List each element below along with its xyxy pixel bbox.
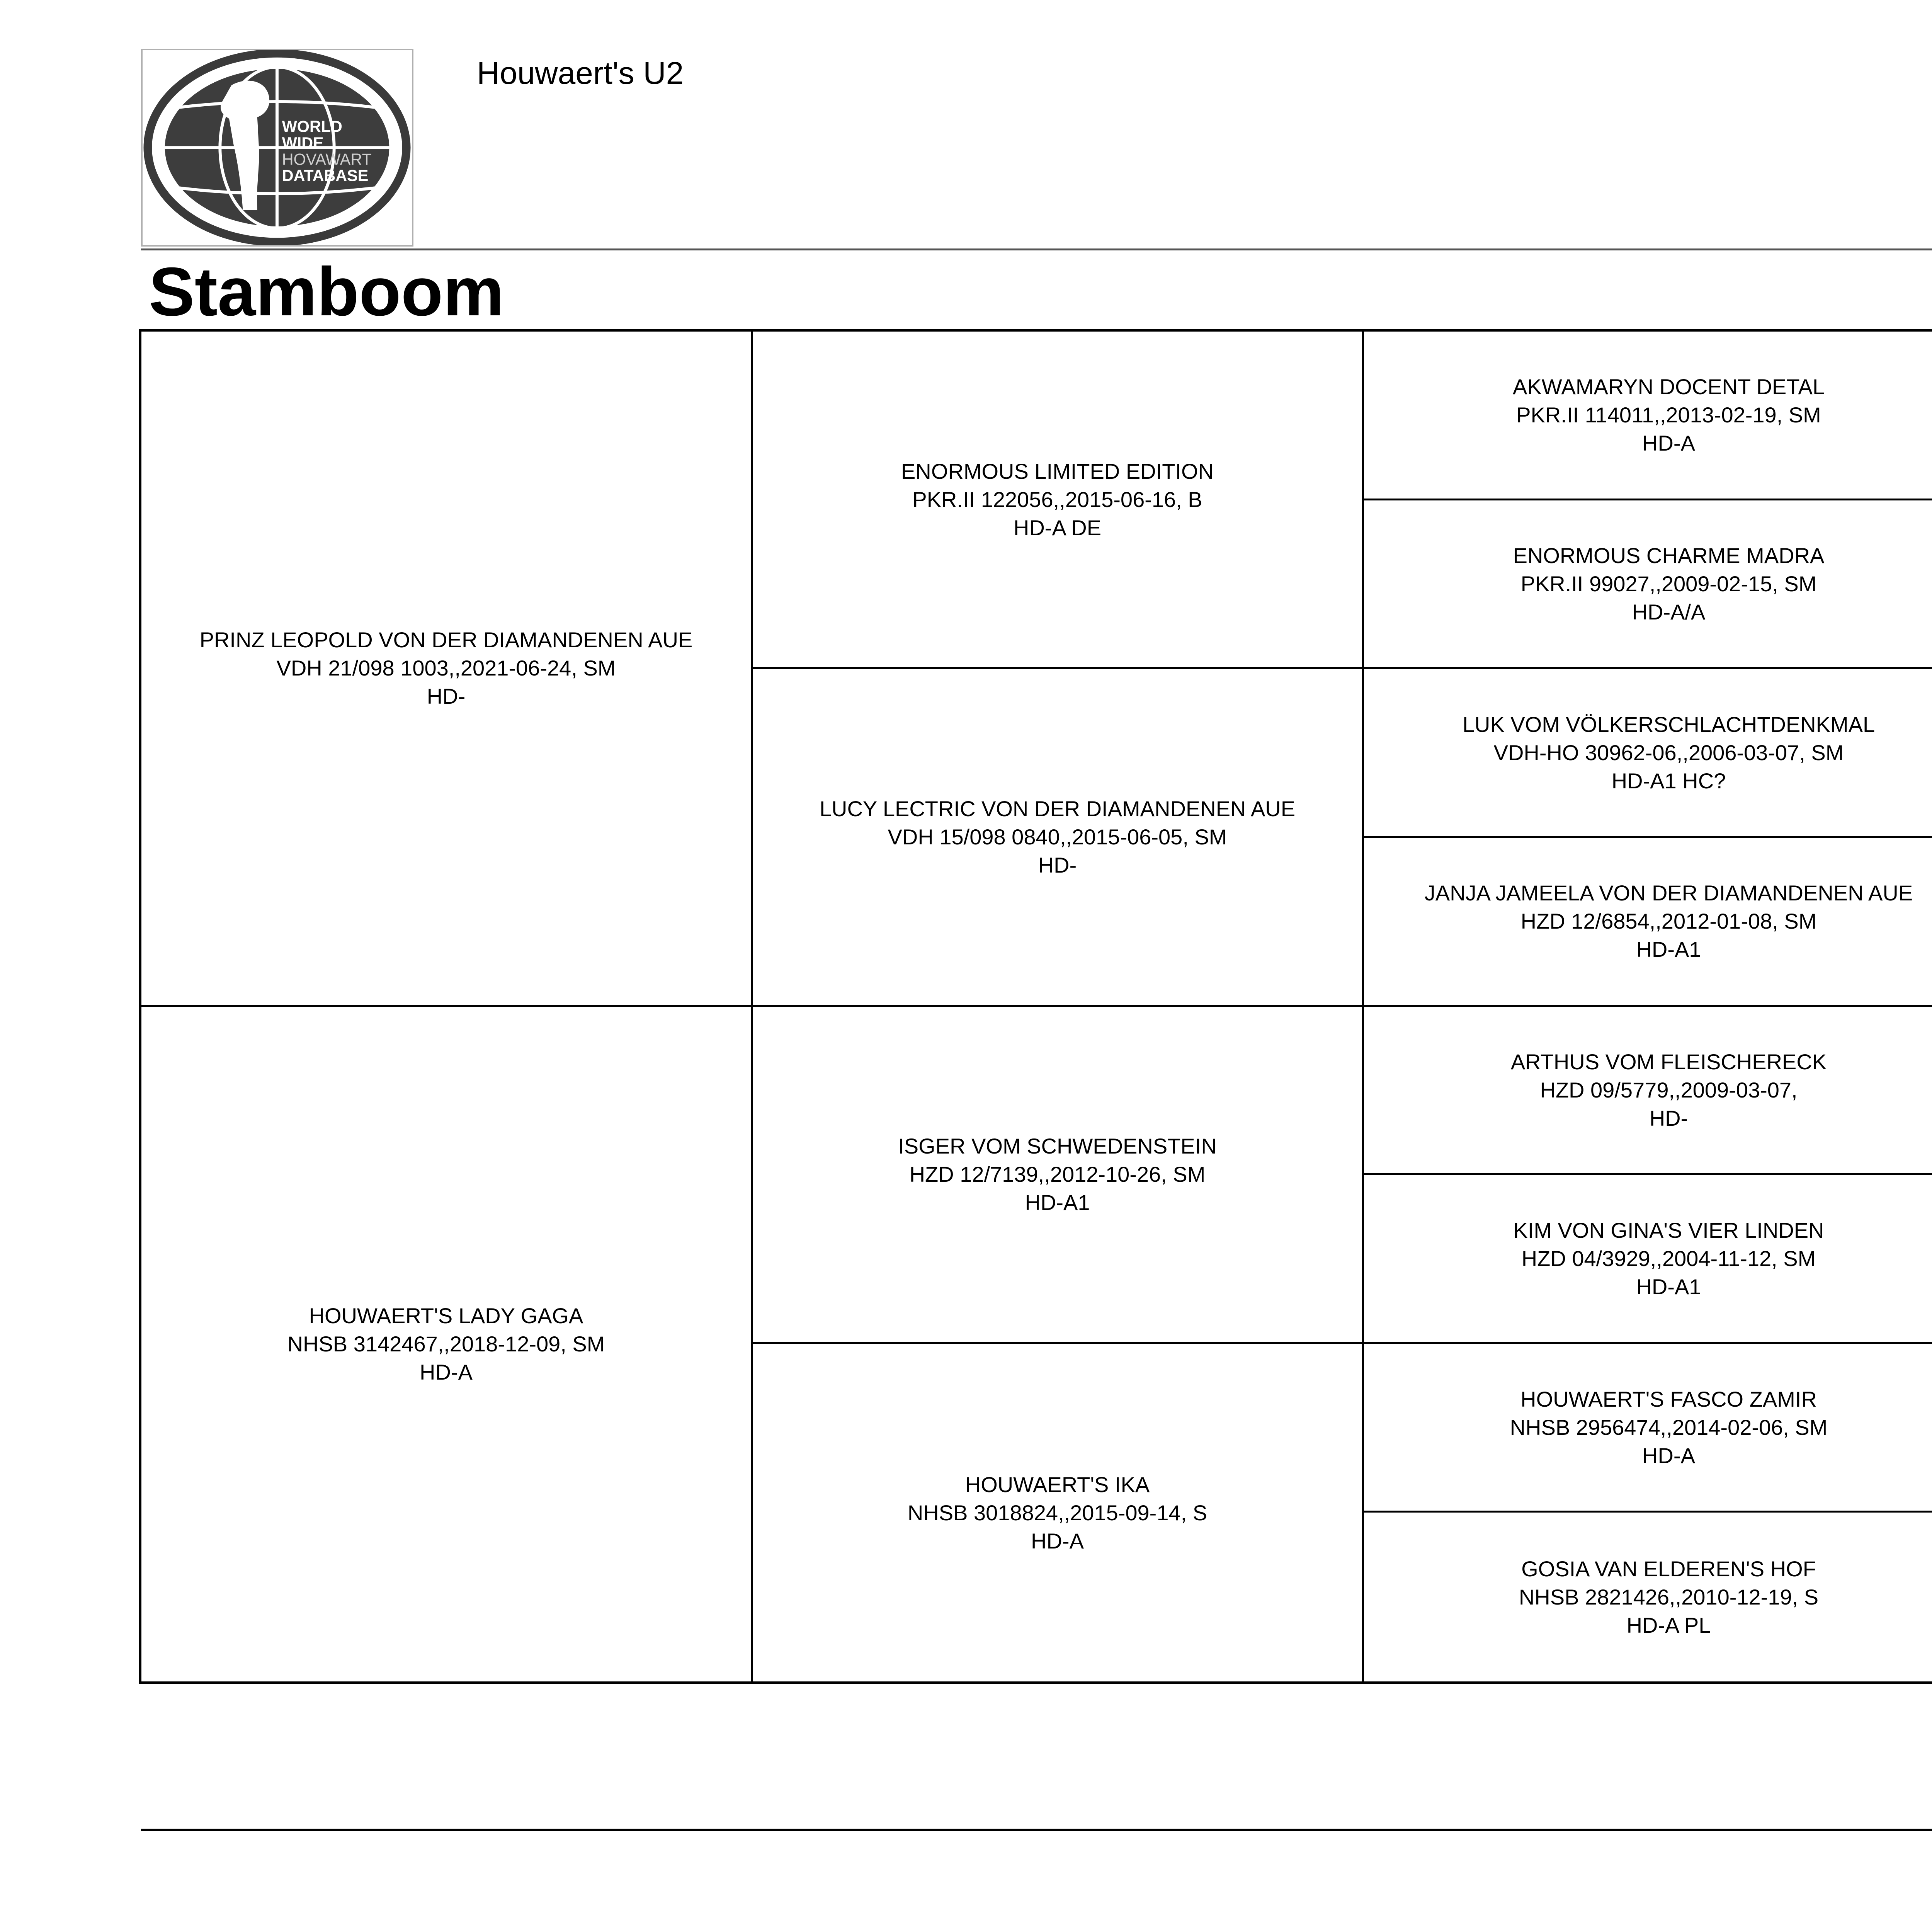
pedigree-cell-gen2 [753, 1007, 1364, 1344]
dog-registration: PKR.II 122056,,2015-06-16, B [912, 487, 1202, 512]
dog-hd-score: HD-A1 HC? [1611, 768, 1726, 793]
logo-text-line-2: WIDE [282, 134, 324, 152]
dog-name: HOUWAERT'S LADY GAGA [309, 1303, 583, 1328]
globe-dog-logo-icon [143, 50, 412, 245]
dog-name: ISGER VOM SCHWEDENSTEIN [898, 1134, 1217, 1159]
dog-name: KIM VON GINA'S VIER LINDEN [1513, 1218, 1824, 1243]
dog-hd-score: HD-A [1031, 1528, 1084, 1553]
dog-name: ENORMOUS LIMITED EDITION [901, 459, 1214, 483]
dog-name: HOUWAERT'S FASCO ZAMIR [1520, 1387, 1817, 1412]
dog-registration: NHSB 2821426,,2010-12-19, S [1519, 1585, 1819, 1610]
dog-hd-score: HD-A/A [1632, 599, 1706, 624]
pedigree-cell-gen3 [1364, 1344, 1932, 1513]
dog-name: ENORMOUS CHARME MADRA [1513, 543, 1825, 568]
pedigree-cell-gen3 [1364, 838, 1932, 1007]
pedigree-cell-gen2 [753, 669, 1364, 1006]
pedigree-cell-gen3 [1364, 332, 1932, 500]
dog-registration: HZD 09/5779,,2009-03-07, [1540, 1077, 1798, 1102]
dog-name: HOUWAERT'S IKA [965, 1472, 1150, 1497]
dog-hd-score: HD-A [1642, 1443, 1695, 1468]
dog-name: ARTHUS VOM FLEISCHERECK [1510, 1049, 1827, 1074]
dog-name: GOSIA VAN ELDEREN'S HOF [1521, 1557, 1816, 1581]
dog-registration: NHSB 3142467,,2018-12-09, SM [287, 1332, 605, 1356]
dog-registration: VDH 21/098 1003,,2021-06-24, SM [276, 656, 616, 681]
dog-name: LUCY LECTRIC VON DER DIAMANDENEN AUE [819, 796, 1296, 821]
pedigree-cell-gen3 [1364, 500, 1932, 669]
dog-name: PRINZ LEOPOLD VON DER DIAMANDENEN AUE [199, 628, 693, 652]
logo-text-line-4: DATABASE [282, 167, 369, 185]
pedigree-cell-gen3 [1364, 1175, 1932, 1344]
dog-hd-score: HD-A PL [1626, 1613, 1711, 1638]
pedigree-cell-gen1-sire [141, 332, 753, 1007]
dog-registration: PKR.II 114011,,2013-02-19, SM [1516, 403, 1821, 427]
pedigree-table [139, 329, 1932, 1684]
dog-registration: NHSB 2956474,,2014-02-06, SM [1510, 1415, 1828, 1440]
dog-name: LUK VOM VÖLKERSCHLACHTDENKMAL [1462, 712, 1875, 737]
dog-hd-score: HD- [427, 684, 466, 709]
dog-hd-score: HD- [1038, 853, 1077, 877]
pedigree-cell-gen3 [1364, 1513, 1932, 1681]
pedigree-cell-gen3 [1364, 1007, 1932, 1176]
dog-registration: VDH 15/098 0840,,2015-06-05, SM [888, 824, 1227, 849]
document-title: Houwaert's U2 [477, 56, 684, 91]
dog-hd-score: HD-A [420, 1360, 473, 1385]
dog-hd-score: HD-A1 [1025, 1190, 1090, 1215]
footer-divider [141, 1829, 1932, 1831]
dog-registration: VDH-HO 30962-06,,2006-03-07, SM [1493, 740, 1844, 765]
dog-name: JANJA JAMEELA VON DER DIAMANDENEN AUE [1424, 881, 1913, 905]
dog-hd-score: HD-A1 [1636, 937, 1701, 962]
database-logo [141, 49, 413, 247]
dog-registration: NHSB 3018824,,2015-09-14, S [907, 1500, 1208, 1525]
dog-registration: PKR.II 99027,,2009-02-15, SM [1520, 571, 1817, 596]
dog-registration: HZD 04/3929,,2004-11-12, SM [1521, 1246, 1816, 1271]
dog-name: AKWAMARYN DOCENT DETAL [1513, 374, 1825, 399]
page-heading: Stamboom [149, 253, 504, 330]
pedigree-cell-gen2 [753, 1344, 1364, 1681]
dog-hd-score: HD-A1 [1636, 1274, 1701, 1299]
pedigree-cell-gen1-dam [141, 1007, 753, 1682]
logo-text-line-3: HOVAWART [282, 150, 372, 168]
dog-hd-score: HD-A DE [1013, 515, 1102, 540]
dog-hd-score: HD- [1649, 1106, 1688, 1130]
pedigree-cell-gen2 [753, 332, 1364, 669]
dog-registration: HZD 12/6854,,2012-01-08, SM [1520, 909, 1817, 934]
dog-registration: HZD 12/7139,,2012-10-26, SM [909, 1162, 1206, 1187]
logo-text-line-1: WORLD [282, 117, 342, 136]
dog-hd-score: HD-A [1642, 431, 1695, 456]
header-divider [141, 248, 1932, 250]
pedigree-cell-gen3 [1364, 669, 1932, 838]
